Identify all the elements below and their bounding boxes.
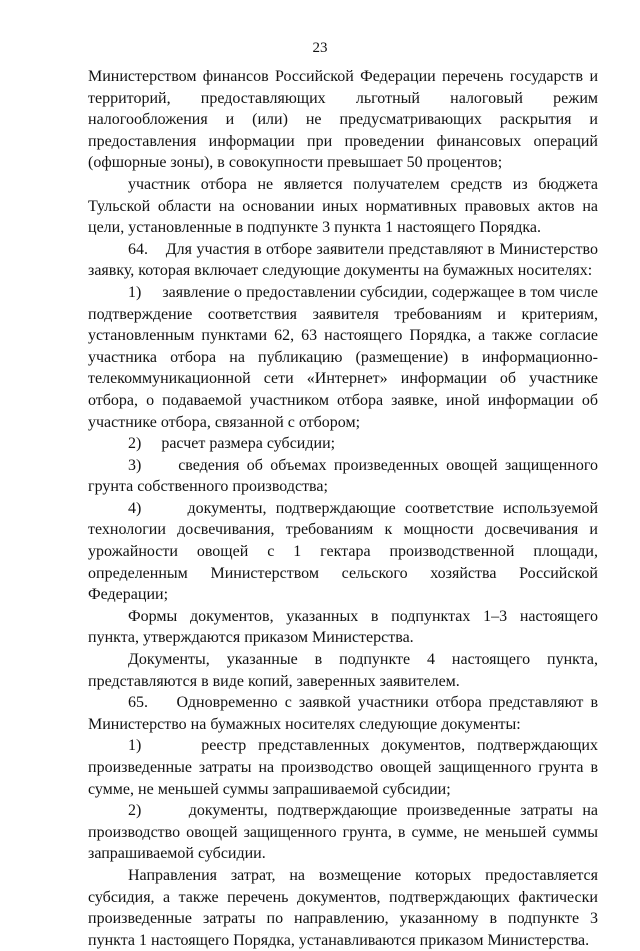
paragraph-64-subitem-1: 1) заявление о предоставлении субсидии, содержащее в том числе подтверждение соответствия заявителя требованиям и критериям, установленным пунктами 62, 63 настоящего Порядка, а также согласие участника отбора на публикацию (размещение) в информационно-телекоммуникационной сети «Интернет» информации об участнике отбора, о подаваемой участником отбора заявке, иной информации об участнике отбора, связанной с отбором; — [88, 283, 598, 431]
paragraph-offshore-continuation: Министерством финансов Российской Федерации перечень государств и территорий, предоставляющих льготный налоговый режим налогообложения и (или) не предусматривающих раскрытия и предоставления информации при проведении финансовых операций (офшорные зоны), в совокупности превышает 50 процентов; — [88, 68, 598, 172]
page-number: 23 — [312, 40, 328, 56]
paragraph-65-subitem-1: 1) реестр представленных документов, подтверждающих произведенные затраты на производство овощей защищенного грунта в сумме, не меньшей суммы запрашиваемой субсидии; — [88, 737, 598, 798]
paragraph-cost-directions: Направления затрат, на возмещение которых предоставляется субсидия, а также перечень документов, подтверждающих фактически произведенные затраты по направлению, указанному в подпункте 3 пункта 1 настоящего Порядка, устанавливаются приказом Министерства. — [88, 866, 598, 949]
paragraph-item-64: 64. Для участия в отборе заявители представляют в Министерство заявку, которая включает следующие документы на бумажных носителях: — [88, 240, 598, 280]
paragraph-item-65: 65. Одновременно с заявкой участники отбора представляют в Министерство на бумажных носителях следующие документы: — [88, 694, 598, 733]
paragraph-64-subitem-2: 2) расчет размера субсидии; — [128, 435, 336, 453]
document-body — [88, 66, 598, 951]
paragraph-forms-approval: Формы документов, указанных в подпунктах 1–3 настоящего пункта, утверждаются приказом Министерства. — [88, 607, 598, 647]
paragraph-64-subitem-3: 3) сведения об объемах произведенных овощей защищенного грунта собственного производства; — [88, 456, 598, 496]
paragraph-65-subitem-2: 2) документы, подтверждающие произведенные затраты на производство овощей защищенного грунта, в сумме, не меньшей суммы запрашиваемой субсидии. — [88, 802, 598, 863]
paragraph-copies-certified: Документы, указанные в подпункте 4 настоящего пункта, представляются в виде копий, заверенных заявителем. — [88, 651, 598, 690]
paragraph-not-budget-recipient: участник отбора не является получателем средств из бюджета Тульской области на основании иных нормативных правовых актов на цели, установленные в подпункте 3 пункта 1 настоящего Порядка. — [88, 175, 598, 237]
paragraph-64-subitem-4: 4) документы, подтверждающие соответствие используемой технологии досвечивания, требованиям к мощности досвечивания и урожайности овощей с 1 гектара производственной площади, определенным Министерством сельского хозяйства Российской Федерации; — [88, 499, 598, 604]
